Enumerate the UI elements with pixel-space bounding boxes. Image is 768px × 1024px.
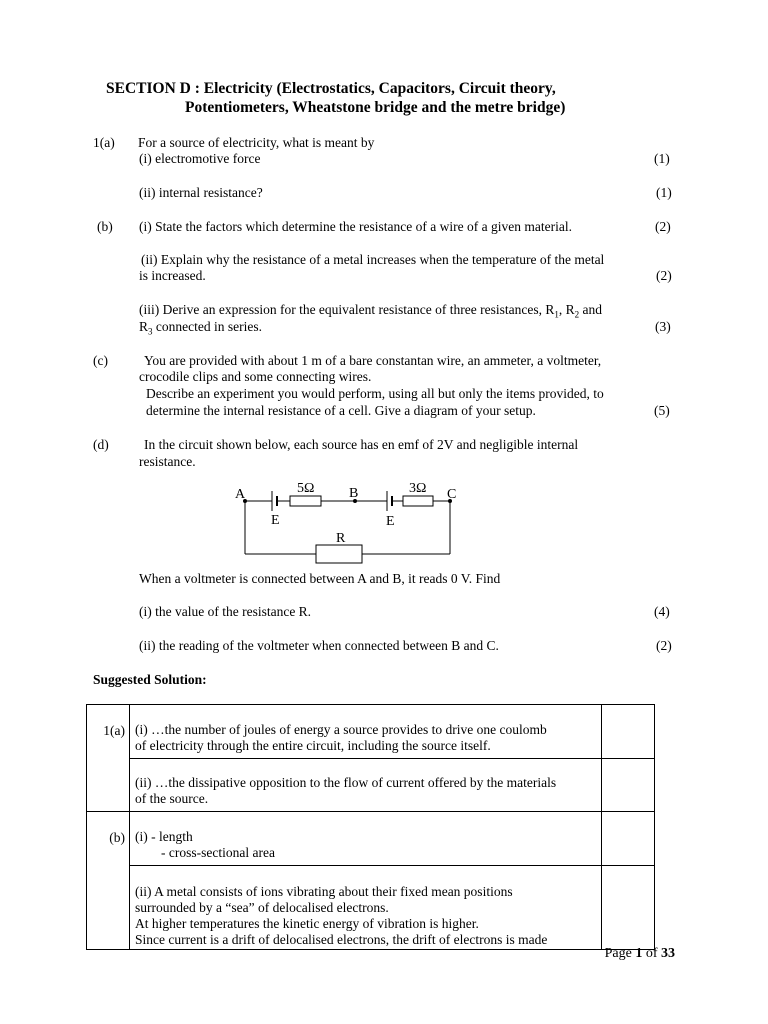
q1b-iii-marks: (3) [655, 319, 671, 334]
resistor-5-ohm [290, 496, 321, 506]
row1-ii-cell [130, 759, 602, 812]
q1a-stem: For a source of electricity, what is meant by [138, 135, 375, 150]
q1b-i: (i) State the factors which determine the resistance of a wire of a given material. [139, 219, 572, 234]
q1a-i: (i) electromotive force [139, 151, 261, 166]
q1d-i-marks: (4) [654, 604, 670, 619]
q1b-iii-line1: (iii) Derive an expression for the equivalent resistance of three resistances, $R_1$, $R_2$ and [139, 302, 602, 320]
q1d-line2: resistance. [139, 454, 196, 469]
q1d-ii: (ii) the reading of the voltmeter when connected between B and C. [139, 638, 499, 653]
resistor-3-ohm [403, 496, 433, 506]
q1b-label: (b) [97, 219, 113, 234]
q1b-ii-marks: (2) [656, 268, 672, 283]
node-a-label: A [235, 487, 246, 502]
row2-label-cell [87, 812, 130, 950]
row2-ii-line1: (ii) A metal consists of ions vibrating about their fixed mean positions [135, 884, 513, 899]
q1c-line1: You are provided with about 1 m of a bare constantan wire, an ammeter, a voltmeter, [144, 353, 602, 368]
q1d-ii-marks: (2) [656, 638, 672, 653]
q1c-label: (c) [93, 353, 108, 368]
node-c-label: C [447, 487, 457, 502]
cell-1-label: E [271, 513, 280, 528]
q1a-ii: (ii) internal resistance? [139, 185, 263, 200]
q1b-iii-line2: $R_3$ connected in series. [139, 319, 262, 337]
q1a-label: 1(a) [93, 135, 115, 150]
section-title-line1: SECTION D : Electricity (Electrostatics, Capacitors, Circuit theory, [106, 80, 556, 97]
resistor-3-ohm-label: 3Ω [409, 481, 427, 496]
q1d-line1: In the circuit shown below, each source has en emf of 2V and negligible internal [144, 437, 579, 452]
page-number: Page 1 of 33 [604, 946, 675, 961]
table-row [87, 759, 655, 812]
q1c-line4: determine the internal resistance of a cell. Give a diagram of your setup. [146, 403, 536, 418]
cell-2-label: E [386, 514, 395, 529]
q1c-line3: Describe an experiment you would perform, using all but only the items provided, to [146, 386, 604, 401]
row1-ii-line1: (ii) …the dissipative opposition to the flow of current offered by the materials [135, 775, 557, 790]
row1-i-cell [130, 705, 602, 759]
q1c-marks: (5) [654, 403, 670, 418]
table-row [87, 866, 655, 950]
q1b-ii-line1: (ii) Explain why the resistance of a metal increases when the temperature of the metal [141, 252, 605, 267]
section-title-line2: Potentiometers, Wheatstone bridge and the metre bridge) [185, 99, 566, 116]
row1-i-line2: of electricity through the entire circuit, including the source itself. [135, 738, 491, 753]
row2-ii-cell [130, 866, 602, 950]
node-b-label: B [349, 486, 359, 501]
row2-i-line2: - cross-sectional area [161, 845, 275, 860]
row1-ii-marks-cell [602, 759, 655, 812]
row2-ii-line4: Since current is a drift of delocalised electrons, the drift of electrons is made [135, 932, 548, 947]
q1a-ii-marks: (1) [656, 185, 672, 200]
row1-i-line1: (i) …the number of joules of energy a source provides to drive one coulomb [135, 722, 547, 737]
solution-heading: Suggested Solution: [93, 672, 207, 687]
solution-table [86, 704, 655, 950]
q1b-ii-line2: is increased. [139, 268, 206, 283]
q1b-i-marks: (2) [655, 219, 671, 234]
table-row [87, 705, 655, 759]
resistor-r-label: R [336, 531, 346, 546]
q1d-i: (i) the value of the resistance R. [139, 604, 312, 619]
q1a-i-marks: (1) [654, 151, 670, 166]
row1-label: 1(a) [103, 723, 125, 738]
row1-label-cell [87, 705, 130, 812]
q1d-voltmeter-text: When a voltmeter is connected between A and B, it reads 0 V. Find [139, 571, 501, 586]
resistor-r [316, 545, 362, 563]
row2-i-line1: (i) - length [135, 829, 193, 844]
row2-ii-line3: At higher temperatures the kinetic energy of vibration is higher. [135, 916, 479, 931]
q1d-label: (d) [93, 437, 109, 452]
row2-ii-line2: surrounded by a “sea” of delocalised electrons. [135, 900, 389, 915]
row2-i-marks-cell [602, 812, 655, 866]
row2-i-cell [130, 812, 602, 866]
circuit-diagram [225, 476, 475, 568]
table-row [87, 812, 655, 866]
row2-label: (b) [109, 830, 125, 845]
row1-i-marks-cell [602, 705, 655, 759]
q1c-line2: crocodile clips and some connecting wires. [139, 369, 372, 384]
resistor-5-ohm-label: 5Ω [297, 481, 315, 496]
row2-ii-marks-cell [602, 866, 655, 950]
row1-ii-line2: of the source. [135, 791, 209, 806]
